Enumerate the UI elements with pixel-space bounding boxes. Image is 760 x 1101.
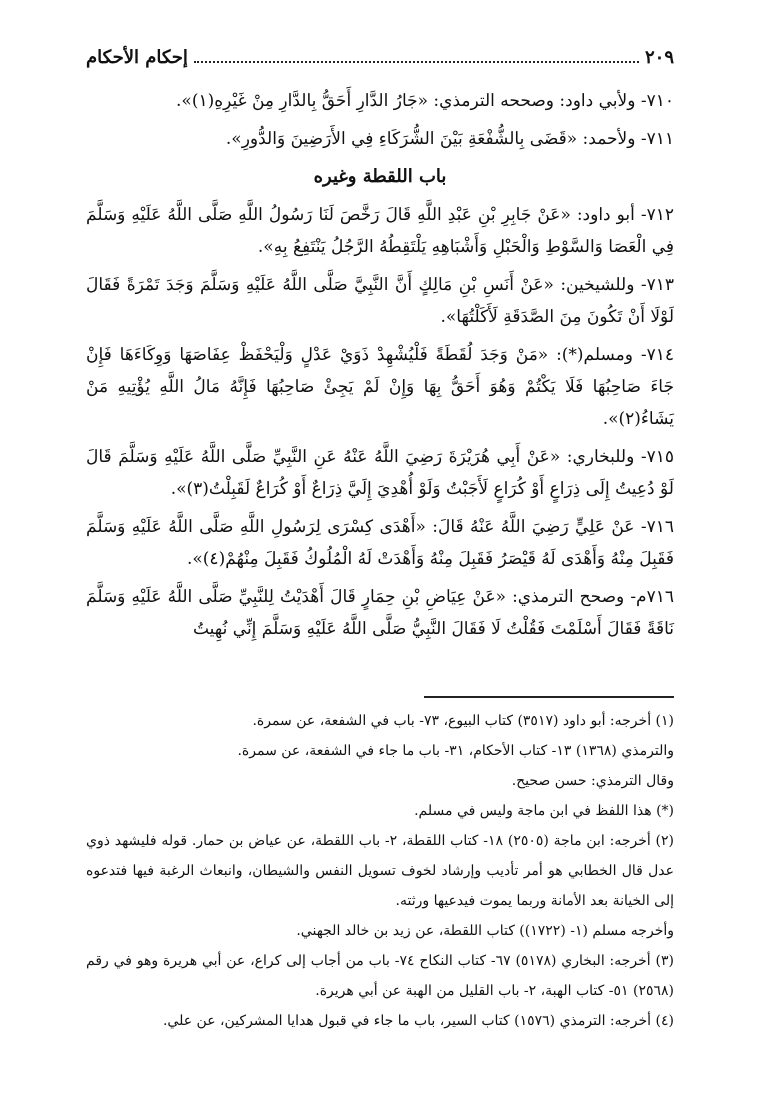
- footnote-divider: [424, 696, 674, 698]
- main-text: [86, 85, 674, 651]
- header-leader-dots: [194, 51, 639, 63]
- footnote-1b: والترمذي (١٣٦٨) ١٣- كتاب الأحكام، ٣١- باب ما جاء في الشفعة، عن سمرة.: [237, 743, 674, 759]
- hadith-713: ٧١٣- وللشيخين: «عَنْ أَنَسِ بْنِ مَالِكٍ أَنَّ النَّبِيَّ صَلَّى اللَّهُ عَلَيْهِ وَسَلَّمَ وَجَدَ تَمْرَةً فَقَالَ لَوْلَا أَنْ تَكُونَ مِنَ الصَّدَقَةِ لَأَكَلْتُهَا».: [86, 275, 674, 327]
- hadith-716: ٧١٦- عَنْ عَلِيٍّ رَضِيَ اللَّهُ عَنْهُ قَالَ: «أَهْدَى كِسْرَى لِرَسُولِ اللَّهِ صَلَّى اللَّهُ عَلَيْهِ وَسَلَّمَ فَقَبِلَ مِنْهُ وَأَهْدَى لَهُ قَيْصَرُ فَقَبِلَ مِنْهُ وَأَهْدَتْ لَهُ الْمُلُوكُ فَقَبِلَ مِنْهُمْ(٤)».: [86, 517, 674, 569]
- section-title: باب اللقطة وغيره: [313, 166, 447, 187]
- hadith-715: ٧١٥- وللبخاري: «عَنْ أَبِي هُرَيْرَةَ رَضِيَ اللَّهُ عَنْهُ عَنِ النَّبِيِّ صَلَّى اللَّهُ عَلَيْهِ وَسَلَّمَ قَالَ لَوْ دُعِيتُ إِلَى ذِرَاعٍ أَوْ كُرَاعٍ لَأَجَبْتُ وَلَوْ أُهْدِيَ إِلَيَّ ذِرَاعٌ أَوْ كُرَاعٌ لَقَبِلْتُ(٣)».: [86, 447, 674, 499]
- hadith-711: ٧١١- ولأحمد: «قَضَى بِالشُّفْعَةِ بَيْنَ الشُّرَكَاءِ فِي الأَرَضِينَ وَالدُّورِ».: [225, 129, 674, 149]
- footnote-1a: (١) أخرجه: أبو داود (٣٥١٧) كتاب البيوع، ٧٣- باب في الشفعة، عن سمرة.: [252, 713, 674, 729]
- footnote-2a: (٢) أخرجه: ابن ماجة (٢٥٠٥) ١٨- كتاب اللقطة، ٢- باب اللقطة، عن عياض بن حمار. قوله فليشهد ذوي عدل قال الخطابي هو أمر تأديب وإرشاد لخوف تسويل النفس والشيطان، وانبعاث الرغبة فيها فتدعوه إلى الخيانة بعد الأمانة وربما يموت فيدعيها ورثته.: [86, 833, 674, 909]
- footnote-star: (*) هذا اللفظ في ابن ماجة وليس في مسلم.: [414, 803, 674, 819]
- footnote-1c: وقال الترمذي: حسن صحيح.: [511, 773, 674, 789]
- footnote-2b: وأخرجه مسلم (١- (١٧٢٢)) كتاب اللقطة، عن زيد بن خالد الجهني.: [296, 923, 674, 939]
- page-number: ٢٠٩: [644, 46, 674, 68]
- hadith-710: ٧١٠- ولأبي داود: وصححه الترمذي: «جَارُ الدَّارِ أَحَقُّ بِالدَّارِ مِنْ غَيْرِهِ(١)».: [176, 91, 674, 111]
- running-title: إحكام الأحكام: [86, 46, 188, 68]
- footnote-4: (٤) أخرجه: الترمذي (١٥٧٦) كتاب السير، باب ما جاء في قبول هدايا المشركين، عن علي.: [162, 1013, 674, 1029]
- hadith-716m: ٧١٦م- وصحح الترمذي: «عَنْ عِيَاضِ بْنِ حِمَارٍ قَالَ أَهْدَيْتُ لِلنَّبِيِّ صَلَّى اللَّهُ عَلَيْهِ وَسَلَّمَ نَاقَةً فَقَالَ أَسْلَمْتَ فَقُلْتُ لَا فَقَالَ النَّبِيُّ صَلَّى اللَّهُ عَلَيْهِ وَسَلَّمَ إِنِّي نُهِيتُ: [86, 587, 674, 639]
- footnotes: [86, 706, 674, 1036]
- hadith-714: ٧١٤- ومسلم(*): «مَنْ وَجَدَ لُقَطَةً فَلْيُشْهِدْ ذَوَيْ عَدْلٍ وَلْيَحْفَظْ عِفَاصَهَا وَوِكَاءَهَا فَإِنْ جَاءَ صَاحِبُهَا فَلَا يَكْتُمْ وَهُوَ أَحَقُّ بِهَا وَإِنْ لَمْ يَجِئْ صَاحِبُهَا فَإِنَّهُ مَالُ اللَّهِ يُؤْتِيهِ مَنْ يَشَاءُ(٢)».: [86, 345, 674, 429]
- footnote-3: (٣) أخرجه: البخاري (٥١٧٨) ٦٧- كتاب النكاح ٧٤- باب من أجاب إلى كراع، عن أبي هريرة وهو في رقم (٢٥٦٨) ٥١- كتاب الهبة، ٢- باب القليل من الهبة عن أبي هريرة.: [86, 953, 674, 999]
- page-header: [86, 42, 674, 72]
- hadith-712: ٧١٢- أبو داود: «عَنْ جَابِرِ بْنِ عَبْدِ اللَّهِ قَالَ رَخَّصَ لَنَا رَسُولُ اللَّهِ صَلَّى اللَّهُ عَلَيْهِ وَسَلَّمَ فِي الْعَصَا وَالسَّوْطِ وَالْحَبْلِ وَأَشْبَاهِهِ يَلْتَقِطُهُ الرَّجُلُ يَنْتَفِعُ بِهِ».: [86, 205, 674, 257]
